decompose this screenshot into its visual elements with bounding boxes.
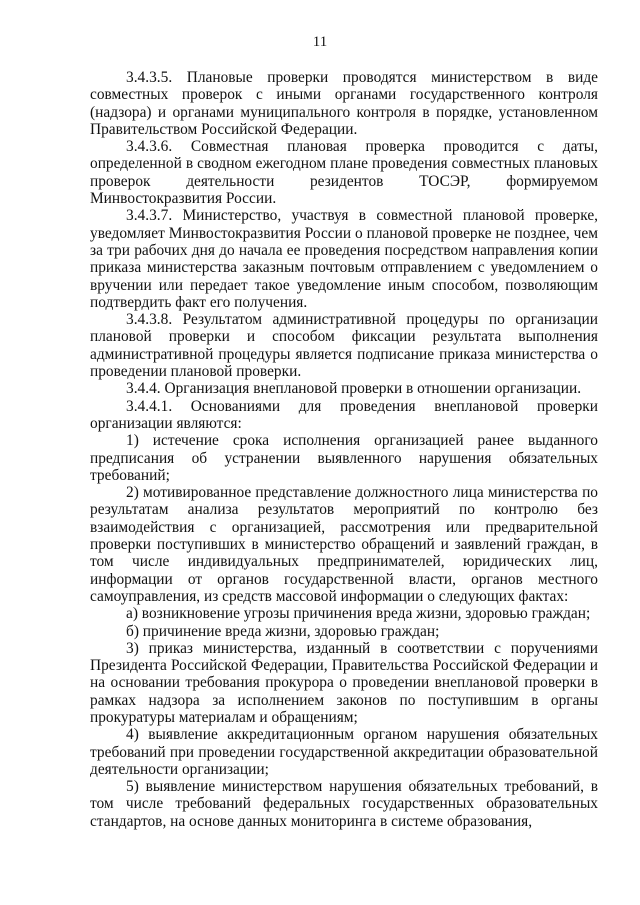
paragraph-3-4-4-1: 3.4.4.1. Основаниями для проведения внеплановой проверки организации являются: xyxy=(90,397,598,432)
paragraph-3-4-3-6: 3.4.3.6. Совместная плановая проверка проводится с даты, определенной в сводном ежегодном плане проведения совместных плановых проверок деятельности резидентов ТОСЭР, формируемом Минвостокразвития России. xyxy=(90,138,598,208)
list-item-1: 1) истечение срока исполнения организацией ранее выданного предписания об устранении выявленного нарушения обязательных требований; xyxy=(90,432,598,484)
page-number: 11 xyxy=(312,34,328,50)
paragraph-3-4-3-5: 3.4.3.5. Плановые проверки проводятся министерством в виде совместных проверок с иными органами государственного контроля (надзора) и органами муниципального контроля в порядке, установленном Правительством Российской Федерации. xyxy=(90,69,598,138)
paragraph-3-4-4: 3.4.4. Организация внеплановой проверки в отношении организации. xyxy=(126,380,582,398)
list-item-2: 2) мотивированное представление должностного лица министерства по результатам анализа результатов мероприятий по контролю без взаимодействия с организацией, рассмотрения или предварительной проверки поступивших в министерство обращений и заявлений граждан, в том числе индивидуальных предпринимателей, юридических лиц, информации от органов государственной власти, органов местного самоуправления, из средств массовой информации о следующих фактах: xyxy=(90,484,598,605)
list-item-3: 3) приказ министерства, изданный в соответствии с поручениями Президента Российской Федерации, Правительства Российской Федерации и на основании требования прокурора о проведении внеплановой проверки в рамках надзора за исполнением законов по поступившим в органы прокуратуры материалам и обращениям; xyxy=(90,639,598,726)
list-item-5: 5) выявление министерством нарушения обязательных требований, в том числе требований федеральных государственных образовательных стандартов, на основе данных мониторинга в системе образования, xyxy=(90,778,598,830)
paragraph-3-4-3-8: 3.4.3.8. Результатом административной процедуры по организации плановой проверки и способом фиксации результата выполнения административной процедуры является подписание приказа министерства о проведении плановой проверки. xyxy=(90,311,598,381)
list-item-4: 4) выявление аккредитационным органом нарушения обязательных требований при проведении государственной аккредитации образовательной деятельности организации; xyxy=(90,726,598,778)
paragraph-3-4-3-7: 3.4.3.7. Министерство, участвуя в совместной плановой проверке, уведомляет Минвостокразвития России о плановой проверке не позднее, чем за три рабочих дня до начала ее проведения посредством направления копии приказа министерства заказным почтовым отправлением с уведомлением о вручении или передает такое уведомление иным способом, позволяющим подтвердить факт его получения. xyxy=(90,207,598,311)
document-body xyxy=(90,69,598,830)
list-item-2a: а) возникновение угрозы причинения вреда жизни, здоровью граждан; xyxy=(126,605,591,623)
list-item-2b: б) причинение вреда жизни, здоровью граждан; xyxy=(126,622,440,640)
